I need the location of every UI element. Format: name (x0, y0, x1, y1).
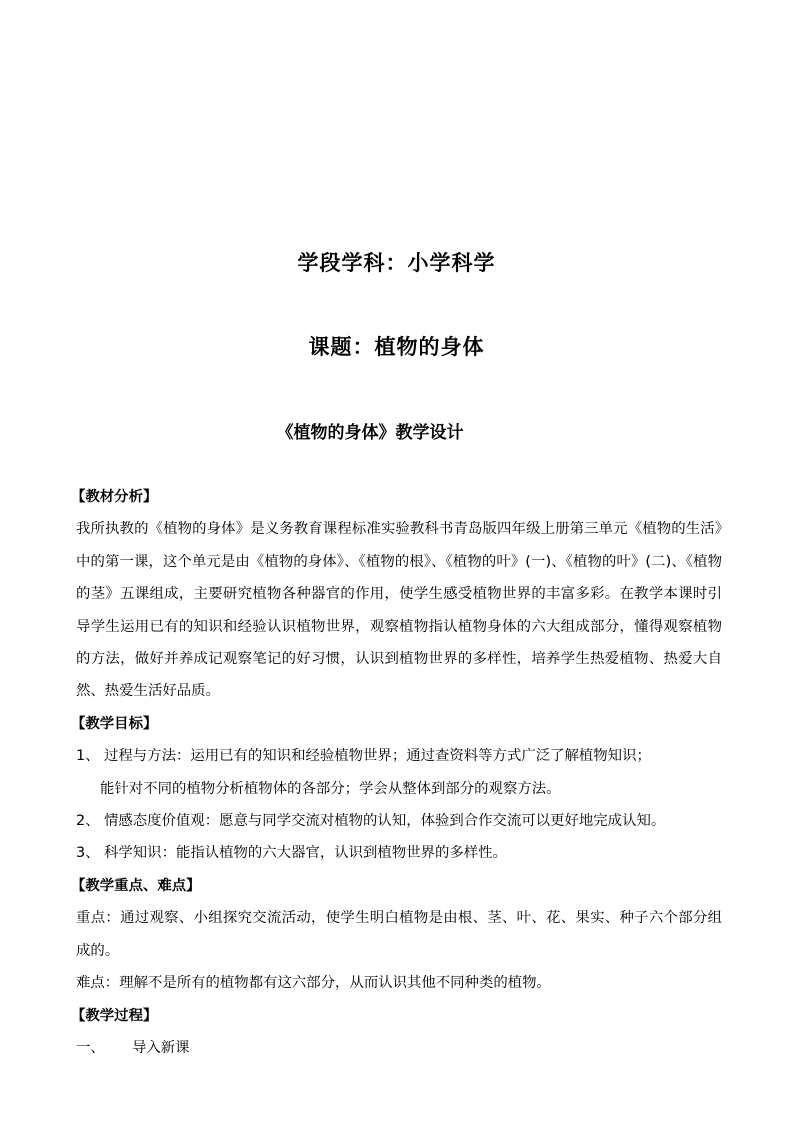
topic-line: 课题：植物的身体 (308, 335, 485, 359)
goal-number: 3、 (76, 845, 100, 862)
focus-paragraph: 重点：通过观察、小组探究交流活动，使学生明白植物是由根、茎、叶、花、果实、种子六个部分组成的。 (76, 910, 722, 959)
subject-line: 学段学科：小学科学 (297, 251, 496, 275)
goal-text: 情感态度价值观：愿意与同学交流对植物的认知，体验到合作交流可以更好地完成认知。 (104, 813, 666, 830)
key-points-heading: 【教学重点、难点】 (71, 877, 201, 894)
difficulty-paragraph: 难点：理解不是所有的植物都有这六部分，从而认识其他不同种类的植物。 (76, 975, 551, 992)
goal-number: 2、 (76, 813, 100, 830)
document-body (71, 481, 722, 1064)
step-number: 一、 (76, 1039, 105, 1056)
goal-number: 1、 (76, 748, 100, 765)
analysis-heading: 【教材分析】 (71, 489, 158, 505)
lesson-step-1 (76, 1032, 722, 1064)
goal-text: 过程与方法：运用已有的知识和经验植物世界；通过查资料等方式广泛了解植物知识； (104, 748, 651, 765)
goal-item-1-continued: 能针对不同的植物分析植物体的各部分；学会从整体到部分的观察方法。 (100, 780, 561, 797)
goals-heading: 【教学目标】 (71, 715, 158, 732)
step-label: 导入新课 (132, 1039, 190, 1056)
goal-item-3 (76, 837, 722, 869)
goal-text: 科学知识：能指认植物的六大器官，认识到植物世界的多样性。 (104, 845, 507, 862)
design-title: 《植物的身体》教学设计 (276, 423, 464, 443)
analysis-paragraph: 我所执教的《植物的身体》是义务教育课程标准实验教科书青岛版四年级上册第三单元《植物的生活》中的第一课，这个单元是由《植物的身体》、《植物的根》、《植物的叶》(一)、《植物的叶》(二)、《植物的茎》五课组成，主要研究植物各种器官的作用，使学生感受植物世界的丰富多彩。在教学本课时引导学生运用已有的知识和经验认识植物世界，观察植物指认植物身体的六大组成部分，懂得观察植物的方法，做好并养成记观察笔记的好习惯，认识到植物世界的多样性，培养学生热爱植物、热爱大自然、热爱生活好品质。 (76, 521, 722, 700)
goal-item-1 (76, 740, 722, 772)
goal-item-2 (76, 805, 722, 837)
process-heading: 【教学过程】 (71, 1007, 158, 1024)
